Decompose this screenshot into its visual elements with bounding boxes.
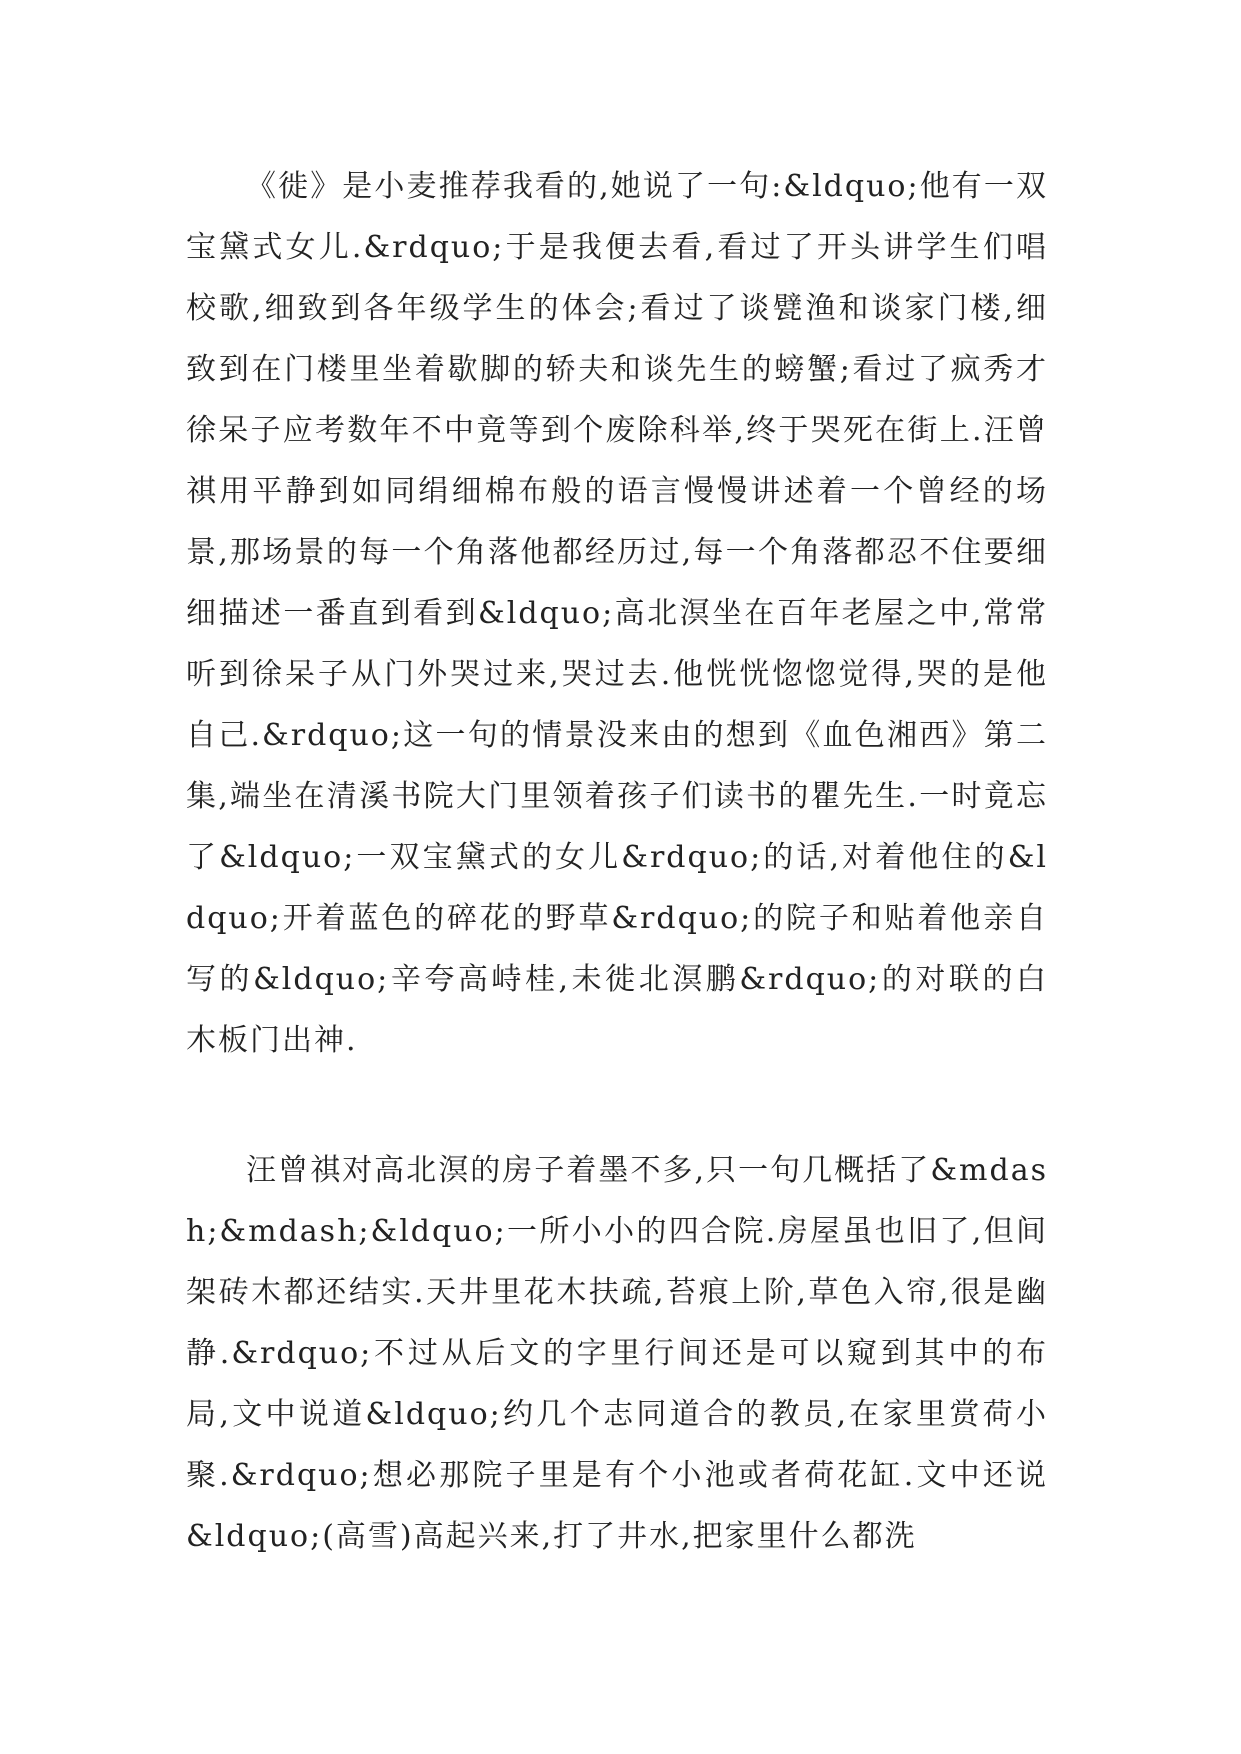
paragraph-1: 《徙》是小麦推荐我看的,她说了一句:&ldquo;他有一双宝黛式女儿.&rdquo;于是我便去看,看过了开头讲学生们唱校歌,细致到各年级学生的体会;看过了谈甓渔和谈家门楼,细致到在门楼里坐着歇脚的轿夫和谈先生的螃蟹;看过了疯秀才徐呆子应考数年不中竟等到个废除科举,终于哭死在街上.汪曾祺用平静到如同绢细棉布般的语言慢慢讲述着一个曾经的场景,那场景的每一个角落他都经历过,每一个角落都忍不住要细细描述一番直到看到&ldquo;高北溟坐在百年老屋之中,常常听到徐呆子从门外哭过来,哭过去.他恍恍惚惚觉得,哭的是他自己.&rdquo;这一句的情景没来由的想到《血色湘西》第二集,端坐在清溪书院大门里领着孩子们读书的瞿先生.一时竟忘了&ldquo;一双宝黛式的女儿&rdquo;的话,对着他住的&ldquo;开着蓝色的碎花的野草&rdquo;的院子和贴着他亲自写的&ldquo;辛夸高峙桂,未徙北溟鹏&rdquo;的对联的白木板门出神.	[186, 169, 1048, 1058]
paragraph-2: 汪曾祺对高北溟的房子着墨不多,只一句几概括了&mdash;&mdash;&ldquo;一所小小的四合院.房屋虽也旧了,但间架砖木都还结实.天井里花木扶疏,苔痕上阶,草色入帘,很是幽静.&rdquo;不过从后文的字里行间还是可以窥到其中的布局,文中说道&ldquo;约几个志同道合的教员,在家里赏荷小聚.&rdquo;想必那院子里是有个小池或者荷花缸.文中还说&ldquo;(高雪)高起兴来,打了井水,把家里什么都洗	[186, 1153, 1048, 1554]
